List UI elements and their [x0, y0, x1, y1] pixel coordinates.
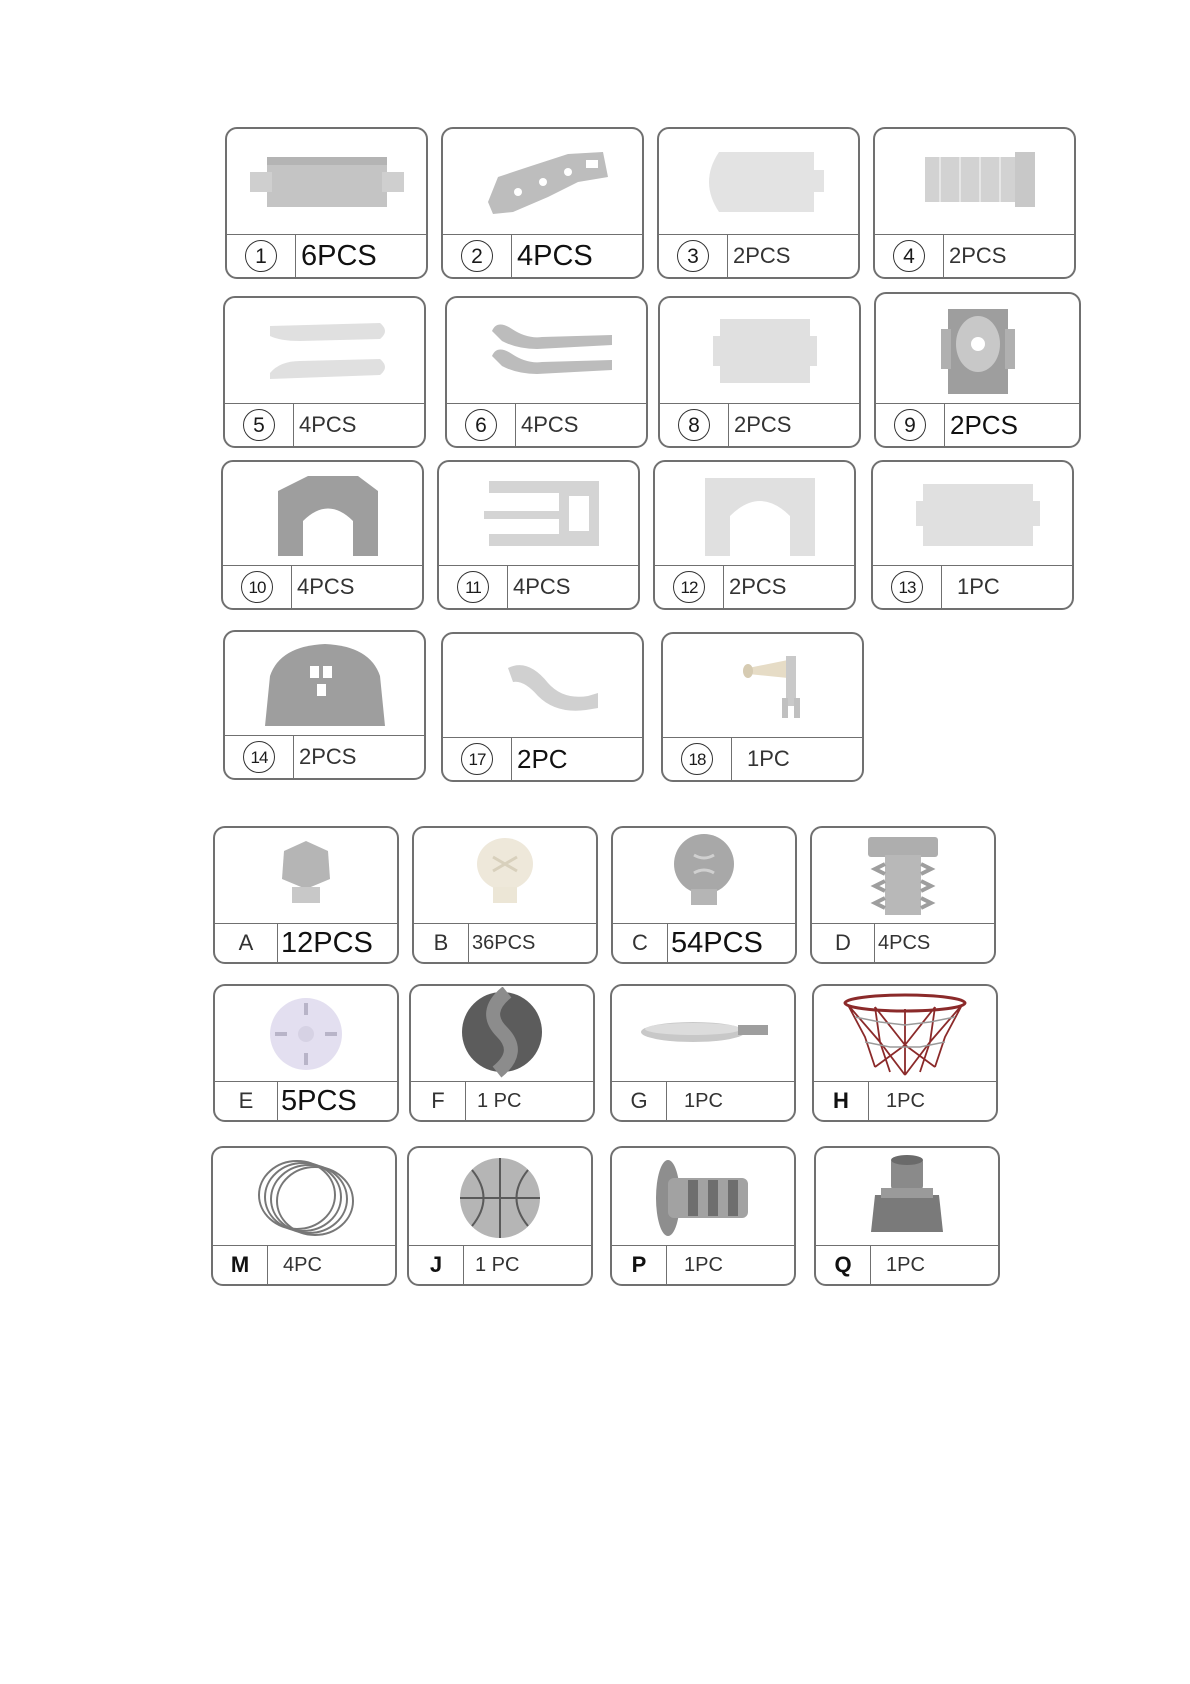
- part-quantity: 1PC: [747, 746, 790, 771]
- part-card-12: [653, 460, 856, 610]
- hardware-letter: M: [230, 1252, 250, 1277]
- hardware-quantity: 1 PC: [477, 1089, 522, 1112]
- part-6-image: [447, 298, 646, 404]
- part-quantity: 4PCS: [299, 412, 357, 437]
- hardware-j-label: [409, 1245, 591, 1284]
- part-number: 4: [893, 240, 925, 272]
- part-number: 14: [243, 741, 275, 773]
- part-18-label: [663, 737, 862, 780]
- hardware-c-label: [613, 923, 795, 962]
- part-11-label: [439, 565, 638, 608]
- hardware-p-image: [612, 1148, 794, 1246]
- part-quantity: 2PCS: [733, 243, 791, 268]
- part-quantity: 2PC: [517, 743, 568, 774]
- part-card-11: [437, 460, 640, 610]
- part-quantity: 4PCS: [297, 574, 355, 599]
- hardware-card-p: [610, 1146, 796, 1286]
- part-4-image: [875, 129, 1074, 235]
- part-14-label: [225, 735, 424, 778]
- hardware-card-j: [407, 1146, 593, 1286]
- hardware-letter: P: [631, 1252, 647, 1277]
- part-1-label: [227, 234, 426, 277]
- hardware-b-image: [414, 828, 596, 924]
- hardware-letter: J: [429, 1252, 443, 1277]
- hardware-a-image: [215, 828, 397, 924]
- part-8-label: [660, 403, 859, 446]
- part-number: 11: [457, 571, 489, 603]
- hardware-card-g: [610, 984, 796, 1122]
- hardware-p-label: [612, 1245, 794, 1284]
- hardware-letter: F: [431, 1088, 445, 1113]
- part-number: 17: [461, 743, 493, 775]
- part-12-image: [655, 462, 854, 566]
- hardware-c-image: [613, 828, 795, 924]
- hardware-h-image: [814, 986, 996, 1082]
- hardware-letter: C: [632, 930, 648, 955]
- part-card-6: [445, 296, 648, 448]
- hardware-letter: H: [833, 1088, 849, 1113]
- hardware-d-label: [812, 923, 994, 962]
- hardware-card-b: [412, 826, 598, 964]
- part-quantity: 4PCS: [513, 574, 571, 599]
- hardware-letter: B: [433, 930, 449, 955]
- hardware-quantity: 36PCS: [472, 931, 536, 954]
- part-3-image: [659, 129, 858, 235]
- part-quantity: 6PCS: [301, 239, 377, 272]
- part-number: 2: [461, 240, 493, 272]
- hardware-card-c: [611, 826, 797, 964]
- part-quantity: 2PCS: [950, 409, 1018, 440]
- part-2-image: [443, 129, 642, 235]
- part-number: 12: [673, 571, 705, 603]
- hardware-g-image: [612, 986, 794, 1082]
- part-4-label: [875, 234, 1074, 277]
- part-card-18: [661, 632, 864, 782]
- part-card-13: [871, 460, 1074, 610]
- part-card-1: [225, 127, 428, 279]
- hardware-q-label: [816, 1245, 998, 1284]
- part-quantity: 4PCS: [521, 412, 579, 437]
- part-12-label: [655, 565, 854, 608]
- hardware-h-label: [814, 1081, 996, 1120]
- part-number: 5: [243, 409, 275, 441]
- hardware-f-label: [411, 1081, 593, 1120]
- hardware-card-q: [814, 1146, 1000, 1286]
- part-17-image: [443, 634, 642, 738]
- hardware-a-label: [215, 923, 397, 962]
- part-13-label: [873, 565, 1072, 608]
- part-14-image: [225, 632, 424, 736]
- hardware-quantity: 4PC: [283, 1253, 322, 1276]
- part-number: 9: [894, 409, 926, 441]
- part-5-image: [225, 298, 424, 404]
- part-1-image: [227, 129, 426, 235]
- hardware-letter: D: [835, 930, 851, 955]
- hardware-f-image: [411, 986, 593, 1082]
- hardware-quantity: 1PC: [684, 1089, 723, 1112]
- part-number: 18: [681, 743, 713, 775]
- hardware-quantity: 12PCS: [281, 926, 373, 959]
- part-number: 1: [245, 240, 277, 272]
- hardware-q-image: [816, 1148, 998, 1246]
- part-number: 13: [891, 571, 923, 603]
- hardware-g-label: [612, 1081, 794, 1120]
- part-13-image: [873, 462, 1072, 566]
- part-number: 3: [677, 240, 709, 272]
- hardware-card-f: [409, 984, 595, 1122]
- hardware-quantity: 1PC: [684, 1253, 723, 1276]
- part-quantity: 2PCS: [729, 574, 787, 599]
- part-card-8: [658, 296, 861, 448]
- hardware-quantity: 54PCS: [671, 926, 763, 959]
- hardware-j-image: [409, 1148, 591, 1246]
- part-quantity: 1PC: [957, 574, 1000, 599]
- hardware-m-image: [213, 1148, 395, 1246]
- part-3-label: [659, 234, 858, 277]
- hardware-letter: Q: [834, 1252, 852, 1277]
- hardware-b-label: [414, 923, 596, 962]
- part-18-image: [663, 634, 862, 738]
- hardware-quantity: 4PCS: [878, 931, 931, 954]
- hardware-card-a: [213, 826, 399, 964]
- part-number: 10: [241, 571, 273, 603]
- part-quantity: 4PCS: [517, 239, 593, 272]
- part-card-17: [441, 632, 644, 782]
- hardware-letter: E: [238, 1088, 254, 1113]
- part-8-image: [660, 298, 859, 404]
- hardware-quantity: 1 PC: [475, 1253, 520, 1276]
- hardware-e-label: [215, 1081, 397, 1120]
- part-card-9: [874, 292, 1081, 448]
- part-card-10: [221, 460, 424, 610]
- part-11-image: [439, 462, 638, 566]
- hardware-m-label: [213, 1245, 395, 1284]
- part-card-2: [441, 127, 644, 279]
- hardware-letter: G: [630, 1088, 648, 1113]
- hardware-quantity: 1PC: [886, 1253, 925, 1276]
- hardware-quantity: 5PCS: [281, 1084, 357, 1117]
- part-number: 6: [465, 409, 497, 441]
- hardware-card-d: [810, 826, 996, 964]
- part-card-5: [223, 296, 426, 448]
- hardware-quantity: 1PC: [886, 1089, 925, 1112]
- part-quantity: 2PCS: [734, 412, 792, 437]
- hardware-card-e: [213, 984, 399, 1122]
- part-17-label: [443, 737, 642, 780]
- part-6-label: [447, 403, 646, 446]
- part-9-image: [876, 294, 1079, 404]
- part-5-label: [225, 403, 424, 446]
- part-9-label: [876, 403, 1079, 446]
- part-10-label: [223, 565, 422, 608]
- part-card-3: [657, 127, 860, 279]
- hardware-card-h: [812, 984, 998, 1122]
- part-2-label: [443, 234, 642, 277]
- part-10-image: [223, 462, 422, 566]
- hardware-d-image: [812, 828, 994, 924]
- part-card-14: [223, 630, 426, 780]
- hardware-letter: A: [238, 930, 254, 955]
- part-quantity: 2PCS: [299, 744, 357, 769]
- part-quantity: 2PCS: [949, 243, 1007, 268]
- part-number: 8: [678, 409, 710, 441]
- hardware-e-image: [215, 986, 397, 1082]
- part-card-4: [873, 127, 1076, 279]
- hardware-card-m: [211, 1146, 397, 1286]
